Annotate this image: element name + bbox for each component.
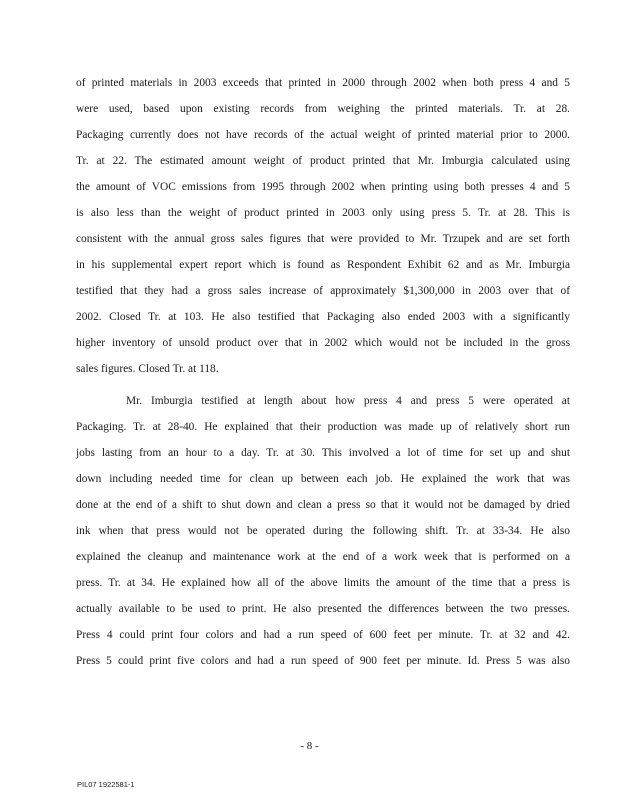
text-line: is also less than the weight of product printed in 2003 only using press 5. Tr. at 28. This is xyxy=(76,207,570,219)
text-line: down including needed time for clean up between each job. He explained the work that was xyxy=(76,473,570,485)
text-line: jobs lasting from an hour to a day. Tr. at 30. This involved a lot of time for set up and shut xyxy=(76,447,570,459)
text-line: 2002. Closed Tr. at 103. He also testified that Packaging also ended 2003 with a significantly xyxy=(76,311,570,323)
text-line: in his supplemental expert report which is found as Respondent Exhibit 62 and as Mr. Imburgia xyxy=(76,259,570,271)
text-line: Packaging currently does not have records of the actual weight of printed material prior to 2000. xyxy=(76,129,570,141)
text-line: press. Tr. at 34. He explained how all of the above limits the amount of the time that a press is xyxy=(76,577,570,589)
text-line: actually available to be used to print. He also presented the differences between the two presses. xyxy=(76,603,570,615)
text-line: were used, based upon existing records from weighing the printed materials. Tr. at 28. xyxy=(76,103,570,115)
text-line: Tr. at 22. The estimated amount weight of product printed that Mr. Imburgia calculated using xyxy=(76,155,570,167)
text-line: higher inventory of unsold product over that in 2002 which would not be included in the gross xyxy=(76,337,570,349)
text-line: explained the cleanup and maintenance work at the end of a work week that is performed on a xyxy=(76,551,570,563)
text-line: Press 4 could print four colors and had a run speed of 600 feet per minute. Tr. at 32 and 42. xyxy=(76,629,570,641)
text-line: testified that they had a gross sales increase of approximately $1,300,000 in 2003 over that of xyxy=(76,285,570,297)
document-id-footer: PIL07 1922581-1 xyxy=(77,780,135,789)
paragraph-end-line: sales figures. Closed Tr. at 118. xyxy=(76,363,219,375)
text-line: Press 5 could print five colors and had a run speed of 900 feet per minute. Id. Press 5 was also xyxy=(76,655,570,667)
text-line: done at the end of a shift to shut down and clean a press so that it would not be damaged by dried xyxy=(76,499,570,511)
text-line: Packaging. Tr. at 28-40. He explained that their production was made up of relatively short run xyxy=(76,421,570,433)
text-line: ink when that press would not be operated during the following shift. Tr. at 33-34. He also xyxy=(76,525,570,537)
paragraph-first-line: Mr. Imburgia testified at length about how press 4 and press 5 were operated at xyxy=(126,395,570,407)
text-line: consistent with the annual gross sales figures that were provided to Mr. Trzupek and are set forth xyxy=(76,233,570,245)
text-line: of printed materials in 2003 exceeds that printed in 2000 through 2002 when both press 4 and 5 xyxy=(76,77,570,89)
page-number: - 8 - xyxy=(300,740,319,752)
text-line: the amount of VOC emissions from 1995 through 2002 when printing using both presses 4 and 5 xyxy=(76,181,570,193)
